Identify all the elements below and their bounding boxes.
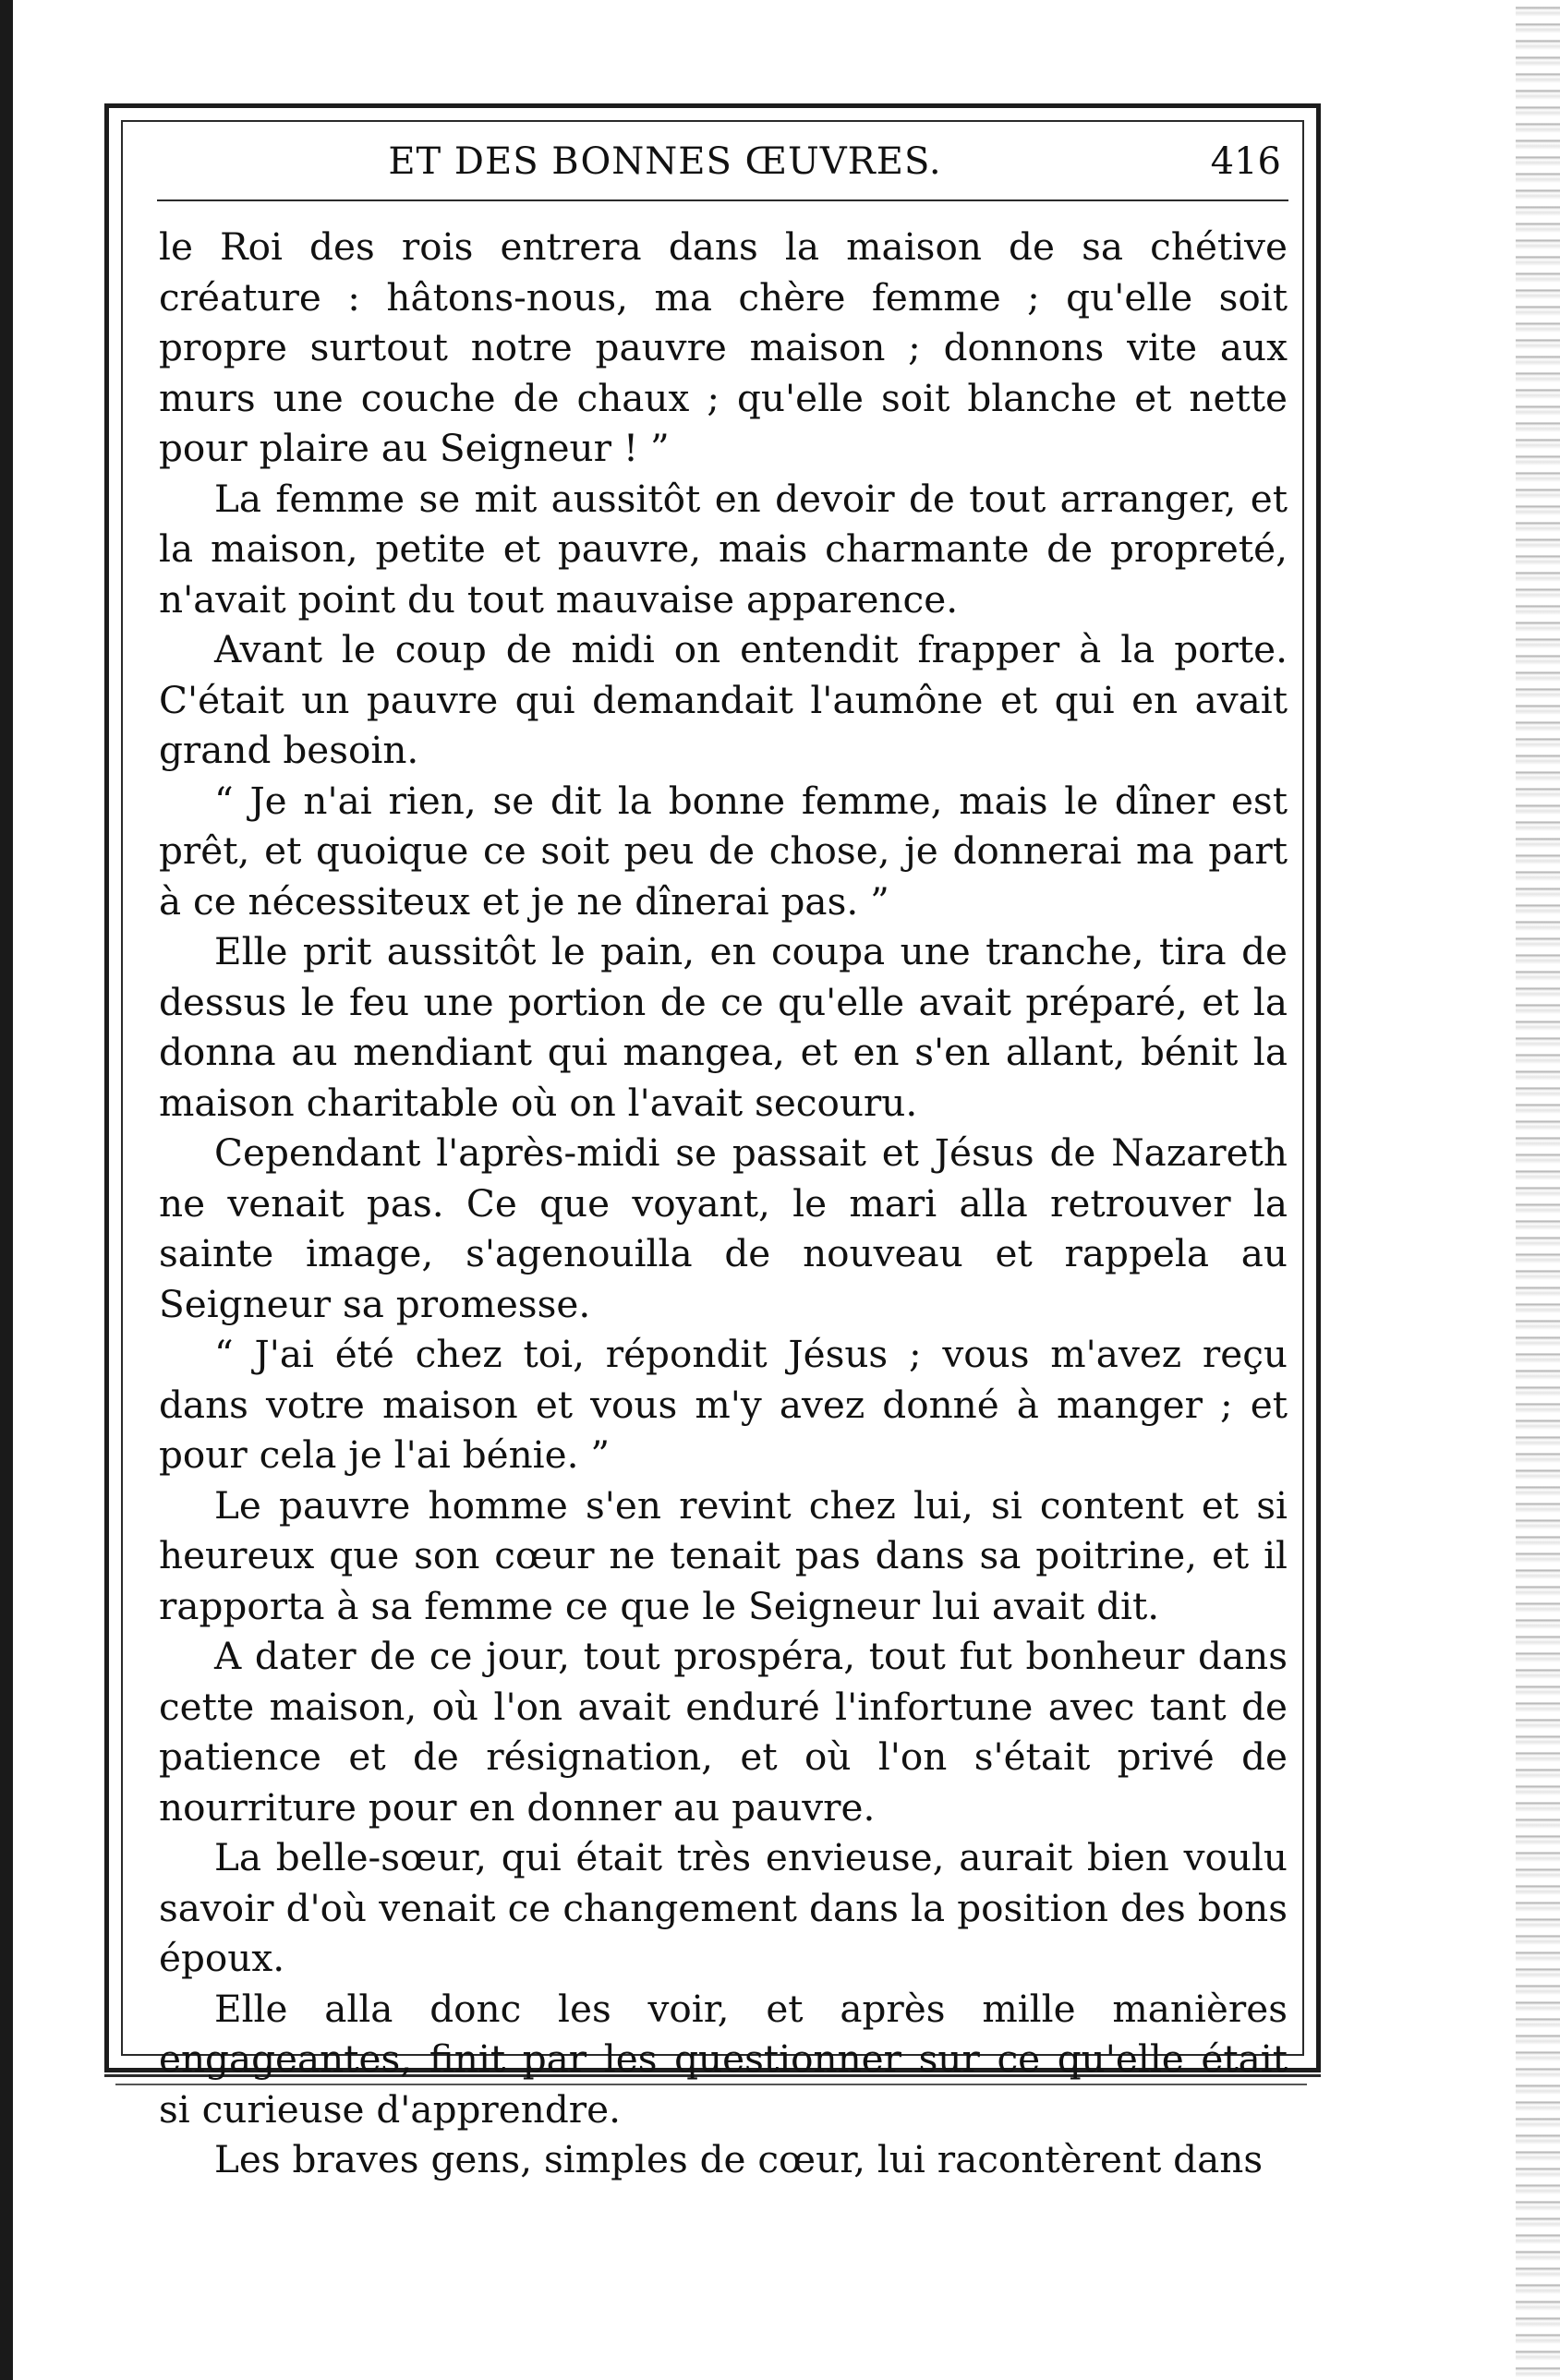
running-head xyxy=(157,129,1288,194)
page-edge xyxy=(1516,0,1560,2380)
paragraph: le Roi des rois entrera dans la maison de sa chétive créature : hâtons-nous, ma chère femme ; qu'elle soit propre surtout notre pauvre maison ; donnons vite aux murs une couche de chaux ; qu'elle soit blanche et nette pour plaire au Seigneur ! ” xyxy=(159,224,1288,470)
paragraph: Le pauvre homme s'en revint chez lui, si content et si heureux que son cœur ne tenait pas dans sa poitrine, et il rapporta à sa femme ce que le Seigneur lui avait dit. xyxy=(159,1482,1288,1628)
body-text xyxy=(159,222,1288,2185)
paragraph: La belle-sœur, qui était très envieuse, aurait bien voulu savoir d'où venait ce changement dans la position des bons époux. xyxy=(159,1835,1288,1980)
running-title: ET DES BONNES ŒUVRES. xyxy=(388,140,942,183)
book-spine-edge xyxy=(0,0,13,2380)
paragraph: Elle alla donc les voir, et après mille manières engageantes, finit par les questionner sur ce qu'elle était si curieuse d'apprendre. xyxy=(159,1986,1288,2132)
header-rule xyxy=(157,199,1288,201)
paragraph: Avant le coup de midi on entendit frapper à la porte. C'était un pauvre qui demandait l'aumône et qui en avait grand besoin. xyxy=(159,627,1288,772)
paragraph: Elle prit aussitôt le pain, en coupa une tranche, tira de dessus le feu une portion de ce qu'elle avait préparé, et la donna au mendiant qui mangea, et en s'en allant, bénit la maison charitable où on l'avait secouru. xyxy=(159,929,1288,1125)
paragraph: La femme se mit aussitôt en devoir de tout arranger, et la maison, petite et pauvre, mais charmante de propreté, n'avait point du tout mauvaise apparence. xyxy=(159,476,1288,622)
paragraph: “ Je n'ai rien, se dit la bonne femme, mais le dîner est prêt, et quoique ce soit peu de chose, je donnerai ma part à ce nécessiteux et je ne dînerai pas. ” xyxy=(159,778,1288,924)
paragraph: Cependant l'après-midi se passait et Jésus de Nazareth ne venait pas. Ce que voyant, le mari alla retrouver la sainte image, s'agenouilla de nouveau et rappela au Seigneur sa promesse. xyxy=(159,1130,1288,1326)
page-number: 416 xyxy=(1210,140,1281,183)
paragraph: “ J'ai été chez toi, répondit Jésus ; vous m'avez reçu dans votre maison et vous m'y avez donné à manger ; et pour cela je l'ai bénie. ” xyxy=(159,1332,1288,1477)
paragraph: Les braves gens, simples de cœur, lui racontèrent dans xyxy=(214,2137,1264,2181)
paragraph: A dater de ce jour, tout prospéra, tout fut bonheur dans cette maison, où l'on avait enduré l'infortune avec tant de patience et de résignation, et où l'on s'était privé de nourriture pour en donner au pauvre. xyxy=(159,1634,1288,1830)
